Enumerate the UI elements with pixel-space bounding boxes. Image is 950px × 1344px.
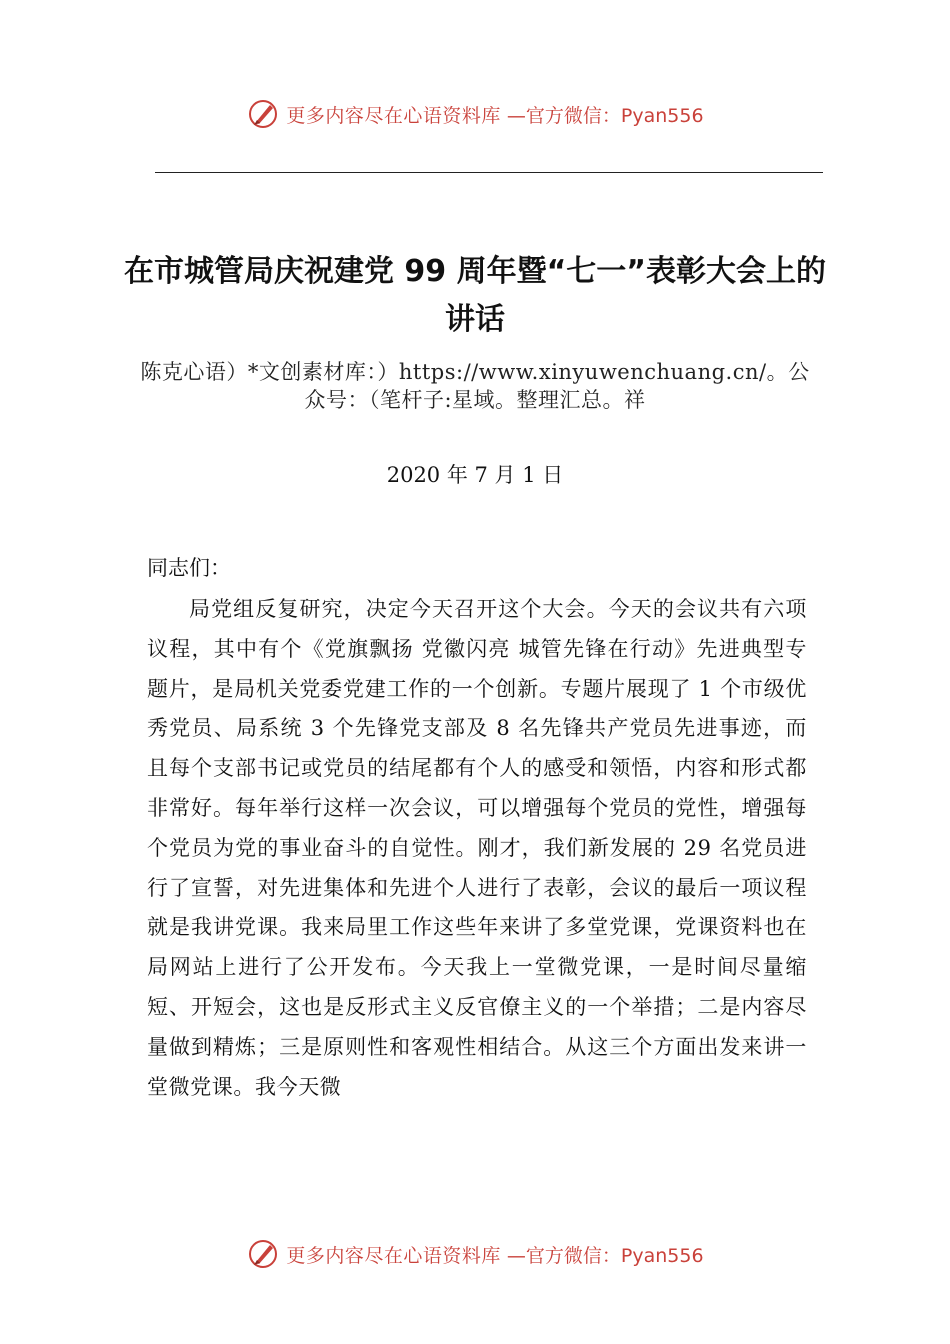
- header-banner: [0, 94, 950, 134]
- document-source: 陈克心语）*文创素材库：）https://www.xinyuwenchuang.cn/。公众号：（笔杆子:星域。整理汇总。祥: [140, 360, 810, 412]
- quill-pen-icon: [246, 97, 280, 131]
- footer-contact-text: —官方微信：Pyan556: [506, 1244, 704, 1267]
- header-contact-text: —官方微信：Pyan556: [506, 104, 704, 127]
- quill-pen-icon: [246, 1237, 280, 1271]
- document-title: 在市城管局庆祝建党 99 周年暨“七一”表彰大会上的讲话: [123, 254, 827, 337]
- greeting: 同志们：: [147, 556, 231, 580]
- body-paragraph: 局党组反复研究，决定今天召开这个大会。今天的会议共有六项议程，其中有个《党旗飘扬 党徽闪亮 城管先锋在行动》先进典型专题片，是局机关党委党建工作的一个创新。专题片展现了 1 个市级优秀党员、局系统 3 个先锋党支部及 8 名先锋共产党员先进事迹，而且每个支部书记或党员的结尾都有个人的感受和领悟，内容和形式都非常好。每年举行这样一次会议，可以增强每个党员的党性，增强每个党员为党的事业奋斗的自觉性。刚才，我们新发展的 29 名党员进行了宣誓，对先进集体和先进个人进行了表彰，会议的最后一项议程就是我讲党课。我来局里工作这些年来讲了多堂党课，党课资料也在局网站上进行了公开发布。今天我上一堂微党课，一是时间尽量缩短、开短会，这也是反形式主义反官僚主义的一个举措；二是内容尽量做到精炼；三是原则性和客观性相结合。从这三个方面出发来讲一堂微党课。我今天微: [147, 597, 807, 1099]
- footer-brand-text: 更多内容尽在心语资料库: [286, 1244, 501, 1267]
- header-divider: [155, 172, 823, 173]
- document-date: 2020 年 7 月 1 日: [386, 463, 564, 487]
- header-brand-text: 更多内容尽在心语资料库: [286, 104, 501, 127]
- footer-banner: [0, 1234, 950, 1274]
